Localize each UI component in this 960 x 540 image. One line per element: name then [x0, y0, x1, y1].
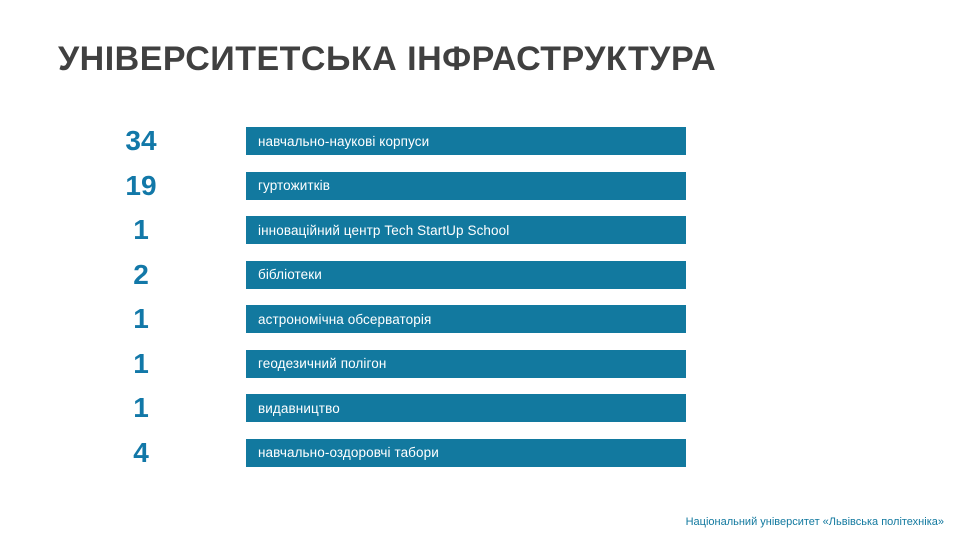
- item-count: 1: [133, 347, 149, 379]
- item-bar: [246, 350, 686, 378]
- item-label: геодезичний полігон: [258, 356, 387, 371]
- item-bar: [246, 305, 686, 333]
- item-label: бібліотеки: [258, 267, 322, 282]
- item-bar: [246, 127, 686, 155]
- item-bar: [246, 216, 686, 244]
- item-label: астрономічна обсерваторія: [258, 311, 432, 327]
- list-item: [58, 260, 908, 290]
- slide-footer: Національний університет «Львівська політехніка»: [685, 516, 944, 528]
- item-bar: [246, 394, 686, 422]
- item-count: 1: [133, 303, 149, 334]
- item-count: 4: [133, 436, 149, 468]
- item-count: 1: [133, 214, 149, 245]
- list-item: [58, 171, 908, 201]
- item-count: 1: [133, 392, 149, 423]
- item-count: 34: [125, 125, 157, 156]
- list-item: [58, 349, 908, 379]
- list-item: [58, 304, 908, 334]
- item-label: видавництво: [258, 400, 340, 416]
- list-item: [58, 215, 908, 245]
- item-label: навчально-оздоровчі табори: [258, 445, 439, 460]
- item-count: 2: [133, 258, 149, 290]
- list-item: [58, 126, 908, 156]
- item-bar: [246, 261, 686, 289]
- item-bar: [246, 439, 686, 467]
- item-label: інноваційний центр Tech StartUp School: [258, 222, 510, 238]
- list-item: [58, 438, 908, 468]
- list-item: [58, 393, 908, 423]
- item-label: навчально-наукові корпуси: [258, 133, 430, 149]
- item-count: 19: [125, 169, 157, 201]
- item-bar: [246, 172, 686, 200]
- item-label: гуртожитків: [258, 178, 331, 193]
- infrastructure-list: [58, 126, 908, 482]
- page-title: УНІВЕРСИТЕТСЬКА ІНФРАСТРУКТУРА: [58, 40, 717, 78]
